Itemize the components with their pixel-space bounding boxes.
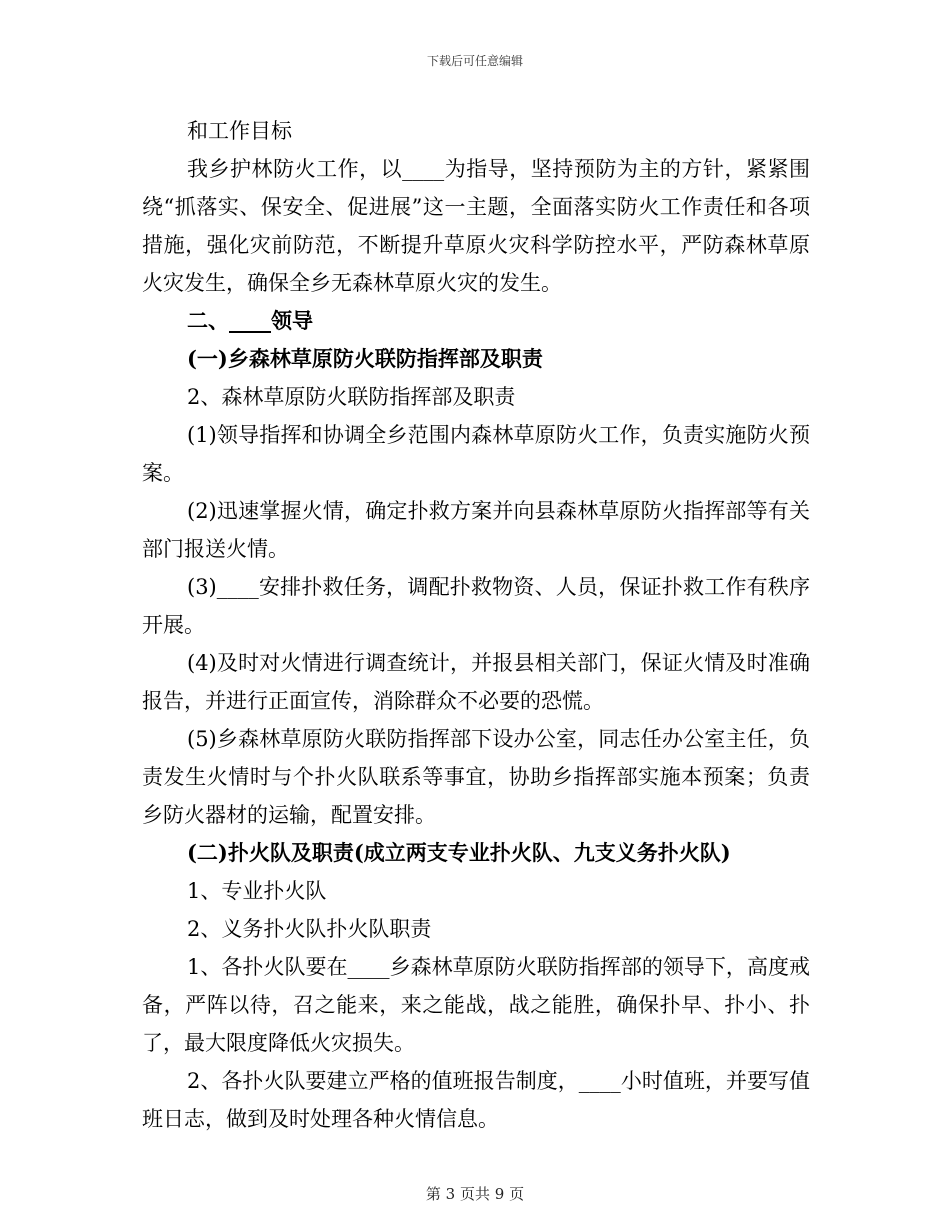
paragraph-guiding-principle: 我乡护林防火工作，以____为指导，坚持预防为主的方针，紧紧围绕“抓落实、保安全、促进展”这一主题，全面落实防火工作责任和各项措施，强化灾前防范，不断提升草原火灾科学防控水平，严防森林草原火灾发生，确保全乡无森林草原火灾的发生。 [142, 157, 810, 295]
paragraph-goal-heading: 和工作目标 [187, 119, 292, 143]
paragraph-command-duties-title: 2、森林草原防火联防指挥部及职责 [187, 385, 516, 409]
team-duty-1: 1、各扑火队要在____乡森林草原防火联防指挥部的领导下，高度戒备，严阵以待，召之能来，来之能战，战之能胜，确保扑早、扑小、扑了，最大限度降低火灾损失。 [142, 955, 810, 1055]
paragraph-professional-team: 1、专业扑火队 [187, 879, 327, 903]
duty-item-3: (3)____安排扑救任务，调配扑救物资、人员，保证扑救工作有秩序开展。 [142, 575, 810, 637]
section-heading-leadership: 二、____领导 [187, 308, 313, 333]
duty-item-5: (5)乡森林草原防火联防指挥部下设办公室，同志任办公室主任，负责发生火情时与个扑火队联系等事宜，协助乡指挥部实施本预案；负责乡防火器材的运输，配置安排。 [142, 727, 810, 827]
paragraph-volunteer-team: 2、义务扑火队扑火队职责 [187, 917, 432, 941]
page-footer: 第 3 页共 9 页 [425, 1185, 525, 1203]
duty-item-2: (2)迅速掌握火情，确定扑救方案并向县森林草原防火指挥部等有关部门报送火情。 [142, 499, 810, 561]
page-header: 下载后可任意编辑 [426, 54, 523, 68]
duty-item-4: (4)及时对火情进行调查统计，并报县相关部门，保证火情及时准确报告，并进行正面宣传，消除群众不必要的恐慌。 [142, 651, 810, 713]
duty-item-1: (1)领导指挥和协调全乡范围内森林草原防火工作，负责实施防火预案。 [142, 423, 810, 485]
document-body [142, 112, 810, 1138]
subsection-heading-command: (一)乡森林草原防火联防指挥部及职责 [187, 346, 543, 371]
subsection-heading-fire-teams: (二)扑火队及职责(成立两支专业扑火队、九支义务扑火队) [187, 840, 731, 865]
team-duty-2: 2、各扑火队要建立严格的值班报告制度，____小时值班，并要写值班日志，做到及时处理各种火情信息。 [142, 1069, 810, 1131]
